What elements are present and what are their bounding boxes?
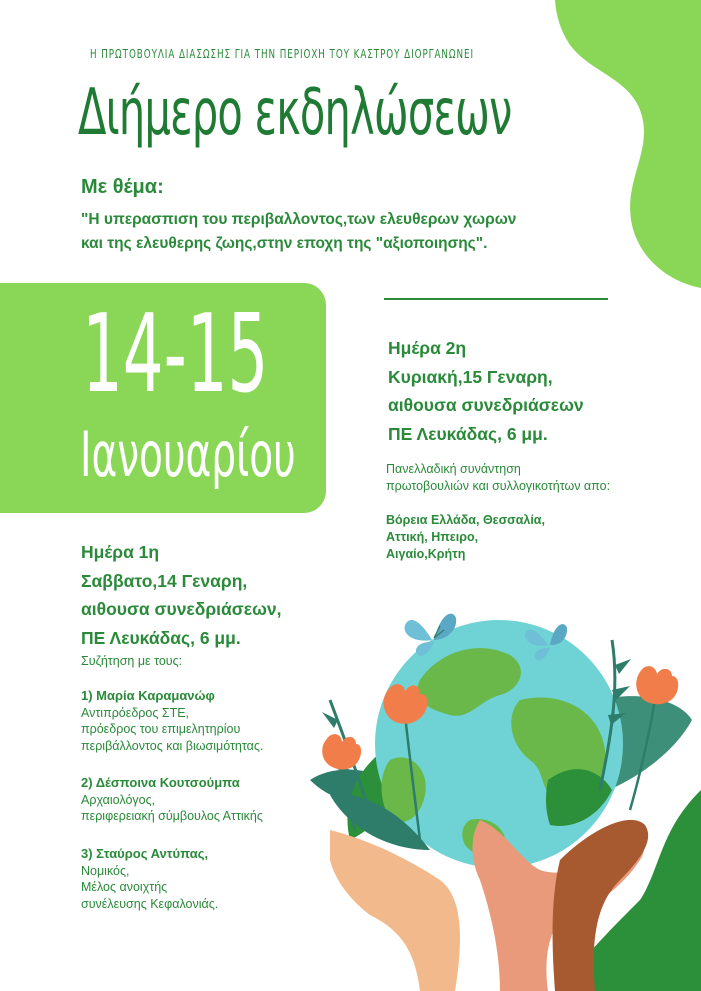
topic-text: "Η υπερασπιση του περιβαλλοντος,των ελευθερων χωρων και της ελευθερης ζωης,στην εποχη της "αξιοποιησης". (81, 211, 517, 252)
organizer-text: Η ΠΡΩΤΟΒΟΥΛΙΑ ΔΙΑΣΩΣΗΣ ΓΙΑ ΤΗΝ ΠΕΡΙΟΧΗ ΤΟΥ ΚΑΣΤΡΟΥ ΔΙΟΡΓΑΝΩΝΕΙ (90, 46, 475, 61)
day2-regions: Βόρεια Ελλάδα, Θεσσαλία, Αττική, Ηπειρο, Αιγαίο,Κρήτη (386, 513, 545, 561)
topic-label: Με θέμα: (81, 176, 164, 198)
speaker-name: 3) Σταύρος Αντύπας, (81, 846, 209, 861)
day2-description: Πανελλαδική συνάντηση πρωτοβουλιών και συλλογικοτήτων απο: (386, 462, 611, 493)
date-days: 14-15 (82, 292, 269, 417)
speaker-role: Αντιπρόεδρος ΣΤΕ, πρόεδρος του επιμελητηρίου περιβάλλοντος και βιωσιμότητας. (81, 705, 264, 753)
speaker-role: Νομικός, Μέλος ανοιχτής συνέλευσης Κεφαλονιάς. (81, 863, 219, 911)
day2-title: Ημέρα 2η Κυριακή,15 Γεναρη, αιθουσα συνεδριάσεων ΠΕ Λευκάδας, 6 μμ. (388, 338, 584, 444)
date-month: Ιανουαρίου (80, 418, 296, 491)
speaker-name: 2) Δέσποινα Κουτσούμπα (81, 775, 240, 790)
discussion-label: Συζήτηση με τους: (81, 654, 183, 668)
speaker-name: 1) Μαρία Καραμανώφ (81, 688, 215, 703)
page-title: Διήμερο εκδηλώσεων (78, 76, 512, 150)
speaker-role: Αρχαιολόγος, περιφερειακή σύμβουλος Αττικής (81, 792, 263, 823)
day1-title: Ημέρα 1η Σαββατο,14 Γεναρη, αιθουσα συνεδριάσεων, ΠΕ Λευκάδας, 6 μμ. (81, 542, 282, 648)
hands-icon (330, 820, 648, 991)
